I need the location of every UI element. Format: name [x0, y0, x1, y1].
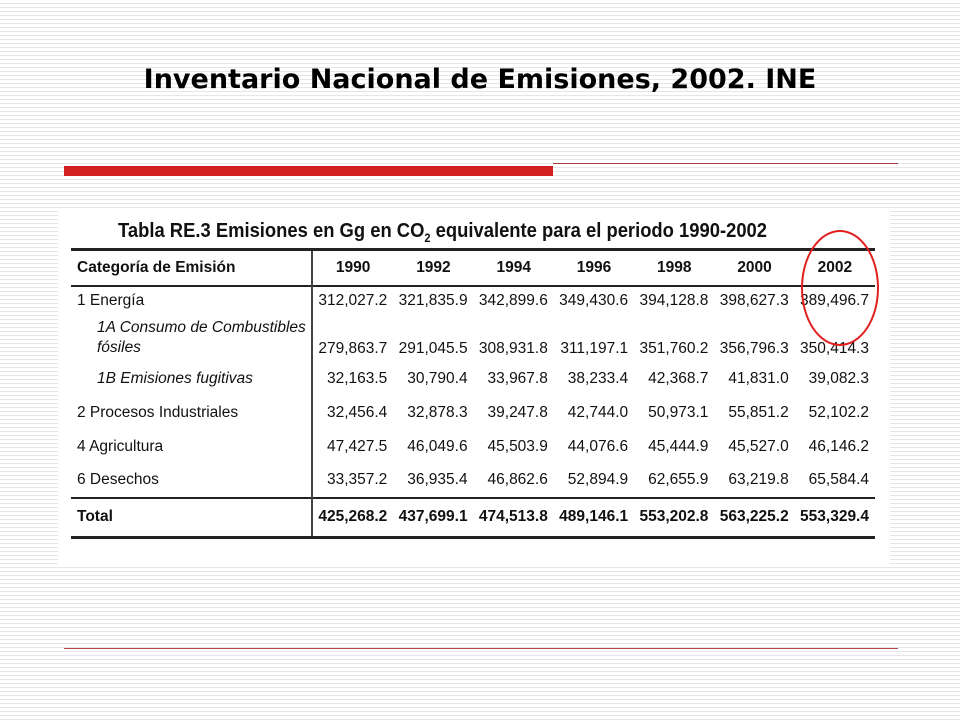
table-row-total — [71, 498, 875, 538]
header-year-1998: 1998 — [657, 258, 692, 276]
header-year-1994: 1994 — [496, 258, 531, 276]
cell-value: 44,076.6 — [567, 437, 629, 455]
cell-value: 42,368.7 — [648, 369, 709, 387]
table-row-desechos — [71, 464, 875, 498]
cell-value: 394,128.8 — [639, 292, 709, 309]
cell-value: 36,935.4 — [407, 471, 468, 488]
cell-total: 425,268.2 — [318, 508, 388, 526]
cell-value: 50,973.1 — [648, 403, 709, 421]
table-header-row — [71, 250, 875, 286]
emissions-table — [71, 248, 875, 539]
cell-value: 45,503.9 — [487, 437, 548, 455]
footer-rule — [64, 648, 898, 649]
cell-value: 42,744.0 — [567, 403, 629, 421]
cell-total: 563,225.2 — [719, 508, 789, 526]
cell-value: 308,931.8 — [478, 339, 548, 357]
row-label: 2 Procesos Industriales — [71, 396, 312, 430]
cell-value: 398,627.3 — [719, 292, 789, 309]
header-category: Categoría de Emisión — [71, 250, 312, 286]
cell-value: 33,967.8 — [487, 369, 548, 387]
cell-value: 63,219.8 — [728, 471, 789, 488]
cell-value: 55,851.2 — [728, 403, 789, 421]
table-row-procesos-industriales — [71, 396, 875, 430]
highlight-circle — [801, 230, 879, 346]
row-label — [71, 316, 312, 362]
cell-value: 38,233.4 — [567, 369, 629, 387]
cell-value: 389,496.7 — [800, 292, 869, 309]
cell-value: 45,527.0 — [728, 437, 789, 455]
header-year-1990: 1990 — [335, 258, 371, 276]
cell-value: 62,655.9 — [648, 471, 709, 488]
cell-value: 291,045.5 — [398, 339, 468, 357]
cell-value: 342,899.6 — [478, 292, 548, 309]
cell-value: 32,163.5 — [326, 369, 388, 387]
header-year-1996: 1996 — [576, 258, 612, 276]
cell-value: 356,796.3 — [719, 339, 789, 357]
cell-value: 65,584.4 — [808, 471, 869, 488]
cell-total: 489,146.1 — [559, 508, 629, 526]
row-label-line1: 1A Consumo de Combustibles — [97, 318, 306, 336]
row-label: 6 Desechos — [71, 464, 312, 498]
cell-total: 437,699.1 — [398, 508, 468, 526]
cell-value: 279,863.7 — [318, 339, 388, 357]
table-row-energia — [71, 286, 875, 316]
cell-value: 52,102.2 — [808, 403, 869, 421]
title-underline-thin — [553, 163, 898, 164]
cell-value: 32,878.3 — [407, 403, 468, 421]
cell-value: 350,414.3 — [800, 339, 869, 357]
table-row-agricultura — [71, 430, 875, 464]
cell-total: 553,329.4 — [800, 508, 869, 526]
header-year-1992: 1992 — [416, 258, 451, 276]
header-year-2002: 2002 — [817, 258, 853, 276]
cell-value: 39,247.8 — [487, 403, 548, 421]
caption-subscript: 2 — [424, 231, 431, 245]
caption-text: Tabla RE.3 Emisiones en Gg en CO — [118, 220, 425, 242]
row-label-total: Total — [71, 498, 312, 538]
table-image — [58, 208, 890, 566]
cell-value: 46,146.2 — [808, 437, 869, 455]
cell-value: 351,760.2 — [639, 339, 709, 357]
cell-value: 46,862.6 — [487, 471, 548, 488]
cell-value: 321,835.9 — [398, 292, 468, 309]
row-label-line2: fósiles — [97, 338, 141, 356]
slide-title: Inventario Nacional de Emisiones, 2002. INE — [143, 64, 817, 95]
cell-value: 46,049.6 — [407, 437, 468, 455]
cell-value: 47,427.5 — [326, 437, 388, 455]
cell-value: 45,444.9 — [648, 437, 709, 455]
cell-value: 32,456.4 — [326, 403, 388, 421]
caption-text-end: equivalente para el periodo 1990-2002 — [430, 220, 768, 242]
cell-value: 311,197.1 — [560, 339, 629, 357]
title-underline-thick — [64, 166, 553, 176]
cell-total: 474,513.8 — [478, 508, 548, 526]
cell-value: 41,831.0 — [728, 369, 789, 387]
cell-value: 39,082.3 — [808, 369, 869, 387]
cell-value: 30,790.4 — [407, 369, 468, 387]
table-row-consumo-combustibles — [71, 316, 875, 362]
table-row-emisiones-fugitivas — [71, 362, 875, 396]
table-caption — [118, 220, 768, 245]
row-label: 1 Energía — [71, 286, 312, 316]
header-year-2000: 2000 — [737, 258, 772, 276]
row-label: 4 Agricultura — [71, 430, 312, 464]
cell-value: 52,894.9 — [567, 471, 629, 488]
cell-value: 349,430.6 — [559, 292, 629, 309]
cell-total: 553,202.8 — [639, 508, 709, 526]
cell-value: 312,027.2 — [318, 292, 388, 309]
row-label: 1B Emisiones fugitivas — [71, 362, 312, 396]
cell-value: 33,357.2 — [326, 471, 388, 488]
